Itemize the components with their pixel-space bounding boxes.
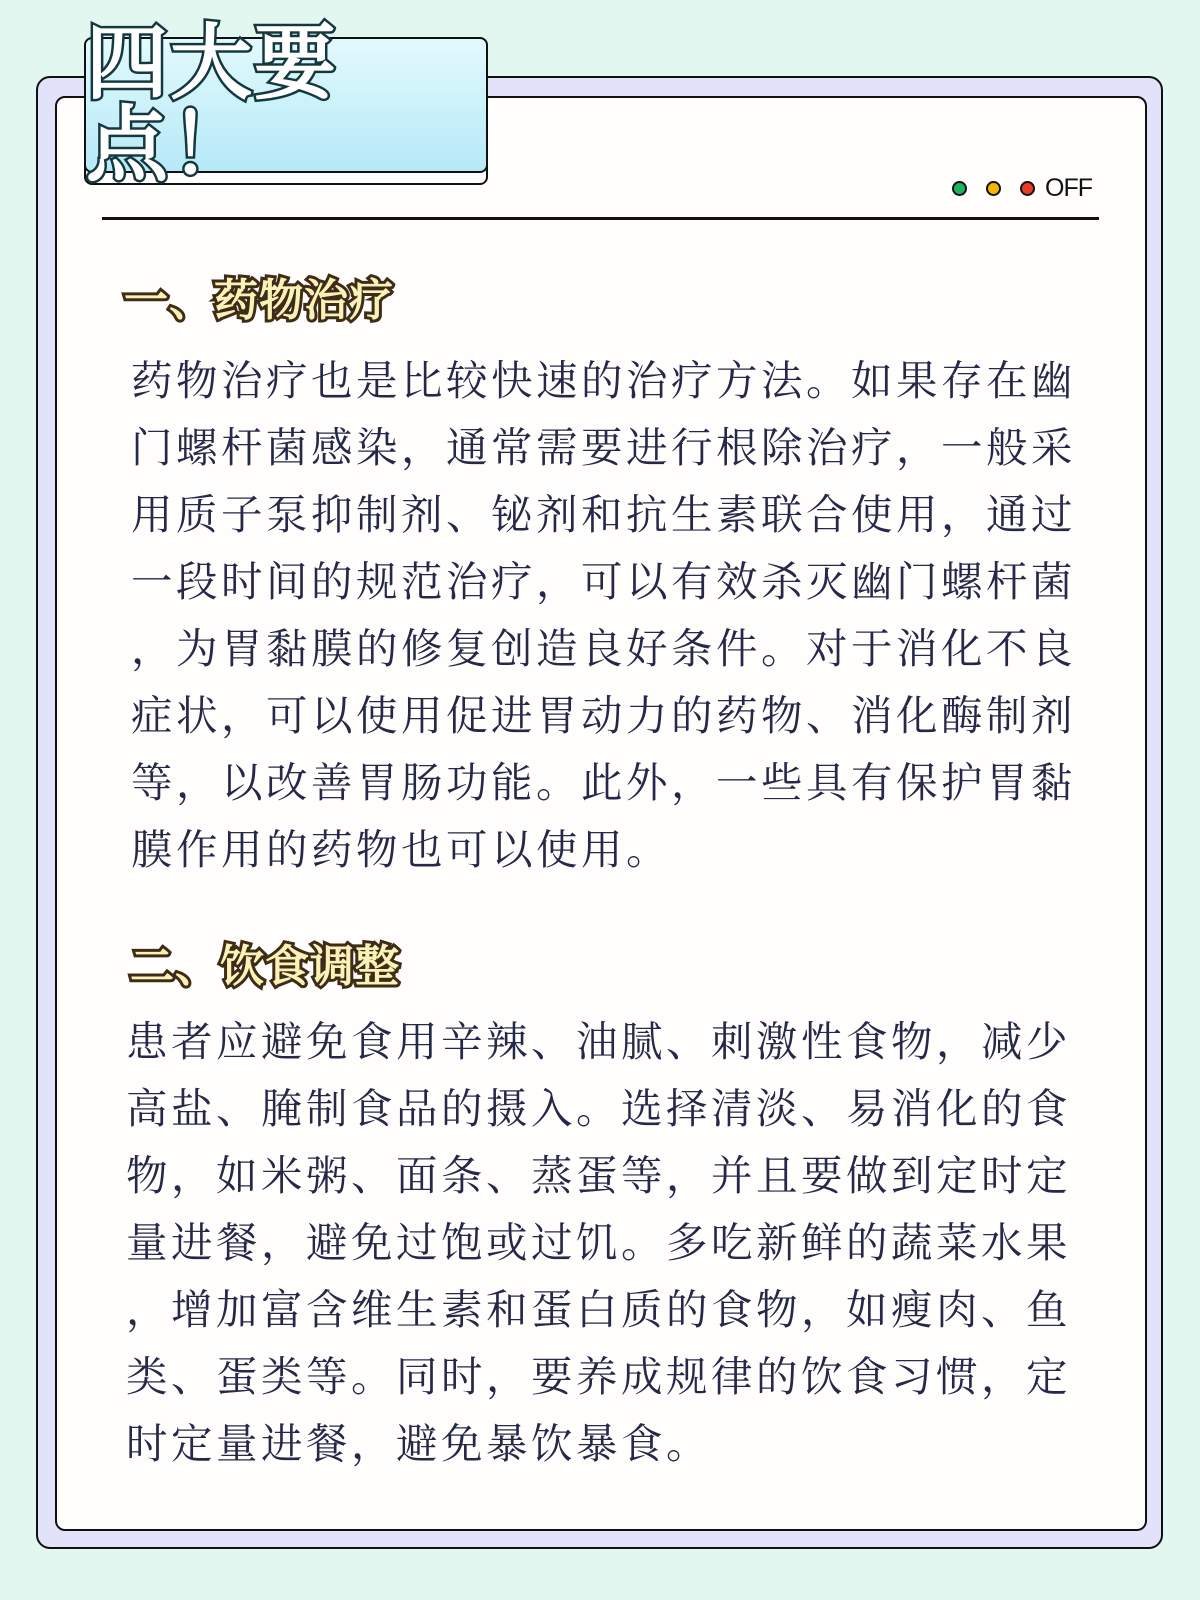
page-title: 四大要点！	[86, 16, 339, 193]
text-line: 物，如米粥、面条、蒸蛋等，并且要做到定时定	[126, 1151, 1072, 1200]
header-divider	[102, 217, 1099, 220]
title-tab	[84, 16, 488, 193]
status-label: OFF	[1045, 174, 1092, 202]
section-body-medication	[131, 347, 1076, 883]
section-heading-medication: 一、药物治疗	[124, 275, 394, 326]
text-line: 膜作用的药物也可以使用。	[131, 825, 672, 874]
section-heading-diet: 二、饮食调整	[130, 941, 400, 992]
text-line: 一段时间的规范治疗，可以有效杀灭幽门螺杆菌	[131, 557, 1077, 606]
red-dot-icon[interactable]	[1020, 181, 1035, 196]
text-line: 等，以改善胃肠功能。此外，一些具有保护胃黏	[131, 758, 1077, 807]
text-line: ，增加富含维生素和蛋白质的食物，如瘦肉、鱼	[126, 1285, 1072, 1334]
text-line: 类、蛋类等。同时，要养成规律的饮食习惯，定	[126, 1352, 1072, 1401]
text-line: 用质子泵抑制剂、铋剂和抗生素联合使用，通过	[131, 490, 1077, 539]
yellow-dot-icon[interactable]	[986, 181, 1001, 196]
text-line: ，为胃黏膜的修复创造良好条件。对于消化不良	[131, 624, 1077, 673]
green-dot-icon[interactable]	[952, 181, 967, 196]
text-line: 高盐、腌制食品的摄入。选择清淡、易消化的食	[126, 1084, 1072, 1133]
text-line: 患者应避免食用辛辣、油腻、刺激性食物，减少	[126, 1017, 1072, 1066]
text-line: 症状，可以使用促进胃动力的药物、消化酶制剂	[131, 691, 1077, 740]
text-line: 药物治疗也是比较快速的治疗方法。如果存在幽	[131, 356, 1077, 405]
text-line: 量进餐，避免过饱或过饥。多吃新鲜的蔬菜水果	[126, 1218, 1072, 1267]
window-controls	[933, 174, 1092, 203]
text-line: 时定量进餐，避免暴饮暴食。	[126, 1419, 712, 1468]
text-line: 门螺杆菌感染，通常需要进行根除治疗，一般采	[131, 423, 1077, 472]
section-body-diet	[126, 1008, 1071, 1477]
